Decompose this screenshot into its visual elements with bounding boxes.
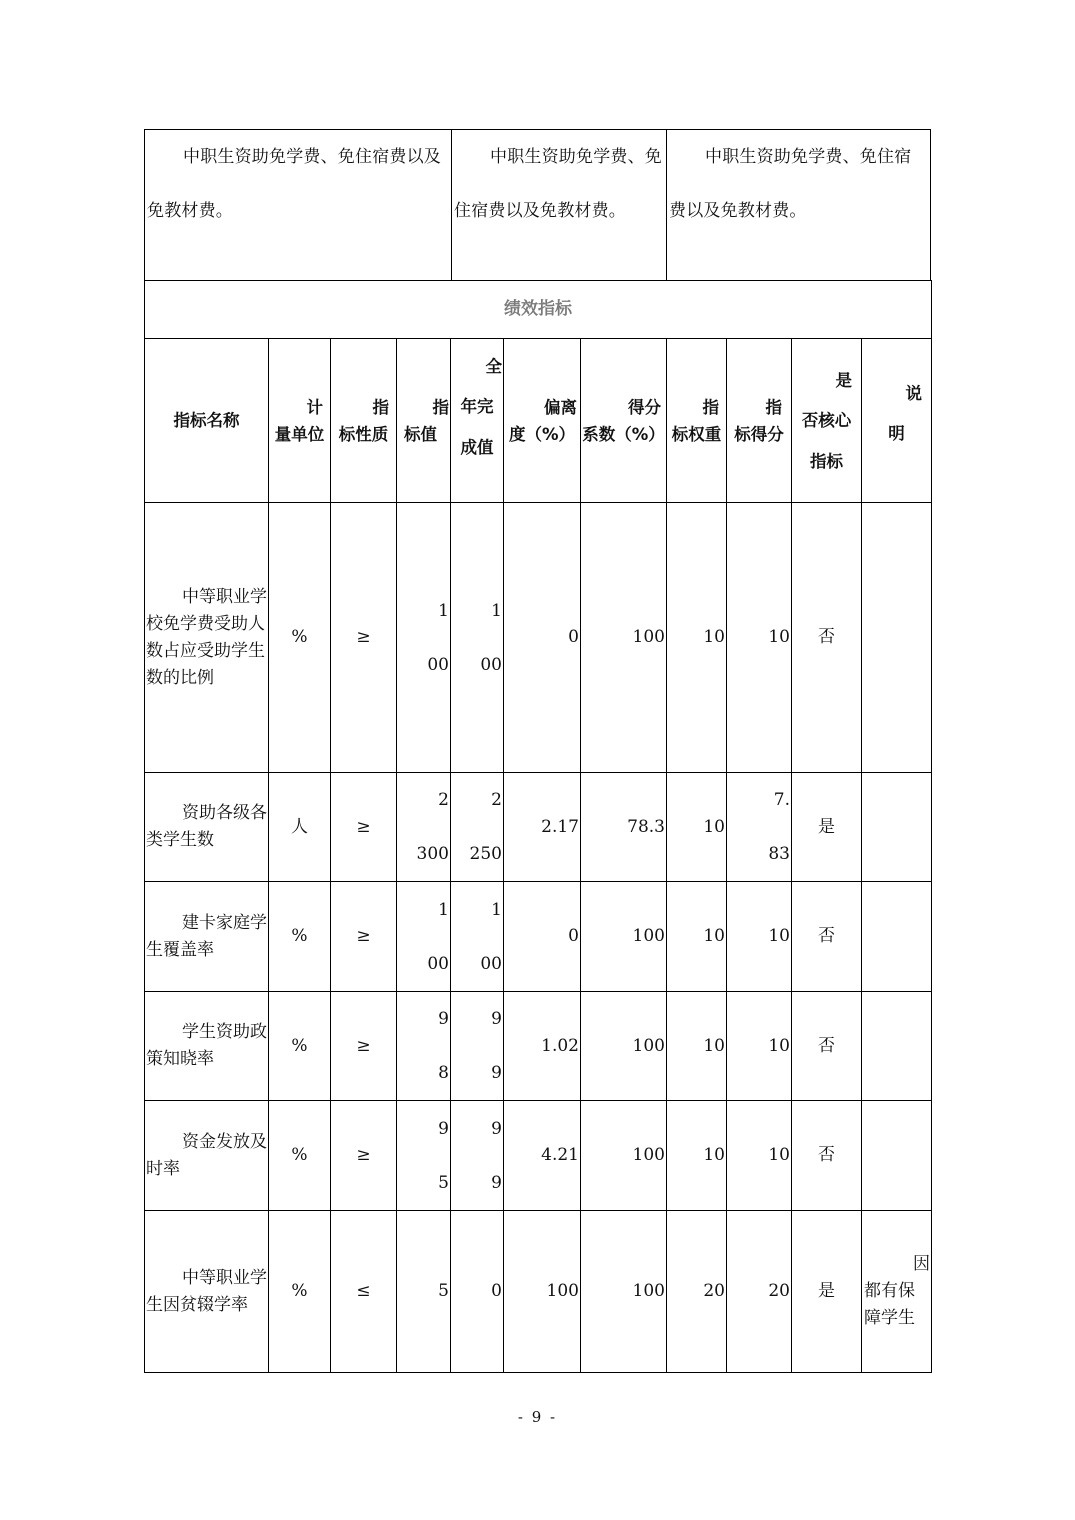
table-header-row: [145, 339, 932, 503]
deviation-cell: 1.02: [504, 992, 581, 1101]
indicator-name: 学生资助政策知晓率: [145, 992, 269, 1101]
header-weight: 指 标权重: [667, 339, 727, 503]
deviation-cell: 2.17: [504, 773, 581, 882]
target-cell: 1 00: [397, 882, 451, 992]
unit-cell: %: [269, 1101, 331, 1211]
header-core: 是 否核心 指标: [792, 339, 862, 503]
header-actual: 全 年完 成值: [451, 339, 504, 503]
header-score: 指 标得分: [727, 339, 792, 503]
indicator-name: 建卡家庭学生覆盖率: [145, 882, 269, 992]
actual-cell: 0: [451, 1211, 504, 1373]
funding-description-row: [144, 129, 931, 281]
nature-cell: ≥: [331, 773, 397, 882]
unit-cell: 人: [269, 773, 331, 882]
table-row: [145, 503, 932, 773]
description-cell-1: 中职生资助免学费、免住宿费以及免教材费。: [147, 147, 441, 221]
table-row: [145, 992, 932, 1101]
core-cell: 是: [792, 773, 862, 882]
note-cell: [862, 1101, 932, 1211]
target-cell: 1 00: [397, 503, 451, 773]
unit-cell: %: [269, 992, 331, 1101]
core-cell: 否: [792, 992, 862, 1101]
score-cell: 10: [727, 882, 792, 992]
indicator-name: 中等职业学校免学费受助人数占应受助学生数的比例: [145, 503, 269, 773]
target-cell: 5: [397, 1211, 451, 1373]
coefficient-cell: 100: [581, 503, 667, 773]
actual-cell: 9 9: [451, 992, 504, 1101]
table-row: [145, 1101, 932, 1211]
unit-cell: %: [269, 503, 331, 773]
score-cell: 7. 83: [727, 773, 792, 882]
coefficient-cell: 100: [581, 1211, 667, 1373]
header-indicator-name: 指标名称: [145, 339, 269, 503]
actual-cell: 1 00: [451, 503, 504, 773]
note-cell: 因 都有保障学生: [862, 1211, 932, 1373]
description-cell-3: 中职生资助免学费、免住宿费以及免教材费。: [666, 130, 930, 280]
header-coefficient: 得分 系数（%）: [581, 339, 667, 503]
actual-cell: 1 00: [451, 882, 504, 992]
table-row: [145, 1211, 932, 1373]
coefficient-cell: 100: [581, 1101, 667, 1211]
target-cell: 9 5: [397, 1101, 451, 1211]
weight-cell: 10: [667, 1101, 727, 1211]
note-cell: [862, 503, 932, 773]
indicator-name: 中等职业学生因贫辍学率: [145, 1211, 269, 1373]
actual-cell: 2 250: [451, 773, 504, 882]
weight-cell: 10: [667, 773, 727, 882]
core-cell: 否: [792, 503, 862, 773]
weight-cell: 10: [667, 882, 727, 992]
table-title-row: [145, 281, 932, 339]
weight-cell: 20: [667, 1211, 727, 1373]
coefficient-cell: 100: [581, 992, 667, 1101]
weight-cell: 10: [667, 992, 727, 1101]
coefficient-cell: 100: [581, 882, 667, 992]
target-cell: 2 300: [397, 773, 451, 882]
performance-indicator-table: [144, 280, 932, 1373]
score-cell: 20: [727, 1211, 792, 1373]
unit-cell: %: [269, 882, 331, 992]
target-cell: 9 8: [397, 992, 451, 1101]
header-deviation: 偏离 度（%）: [504, 339, 581, 503]
core-cell: 否: [792, 1101, 862, 1211]
nature-cell: ≥: [331, 1101, 397, 1211]
note-cell: [862, 882, 932, 992]
header-nature: 指 标性质: [331, 339, 397, 503]
nature-cell: ≥: [331, 882, 397, 992]
indicator-name: 资助各级各类学生数: [145, 773, 269, 882]
table-row: [145, 773, 932, 882]
header-note: 说 明: [862, 339, 932, 503]
score-cell: 10: [727, 503, 792, 773]
header-target: 指 标值: [397, 339, 451, 503]
deviation-cell: 0: [504, 503, 581, 773]
deviation-cell: 0: [504, 882, 581, 992]
description-cell-2: 中职生资助免学费、免住宿费以及免教材费。: [451, 130, 666, 280]
weight-cell: 10: [667, 503, 727, 773]
unit-cell: %: [269, 1211, 331, 1373]
table-title: 绩效指标: [145, 281, 932, 339]
deviation-cell: 100: [504, 1211, 581, 1373]
nature-cell: ≥: [331, 503, 397, 773]
core-cell: 否: [792, 882, 862, 992]
coefficient-cell: 78.3: [581, 773, 667, 882]
header-unit: 计 量单位: [269, 339, 331, 503]
indicator-name: 资金发放及时率: [145, 1101, 269, 1211]
page-number: - 9 -: [517, 1408, 558, 1426]
nature-cell: ≤: [331, 1211, 397, 1373]
score-cell: 10: [727, 1101, 792, 1211]
score-cell: 10: [727, 992, 792, 1101]
actual-cell: 9 9: [451, 1101, 504, 1211]
core-cell: 是: [792, 1211, 862, 1373]
deviation-cell: 4.21: [504, 1101, 581, 1211]
table-row: [145, 882, 932, 992]
note-cell: [862, 773, 932, 882]
nature-cell: ≥: [331, 992, 397, 1101]
note-cell: [862, 992, 932, 1101]
